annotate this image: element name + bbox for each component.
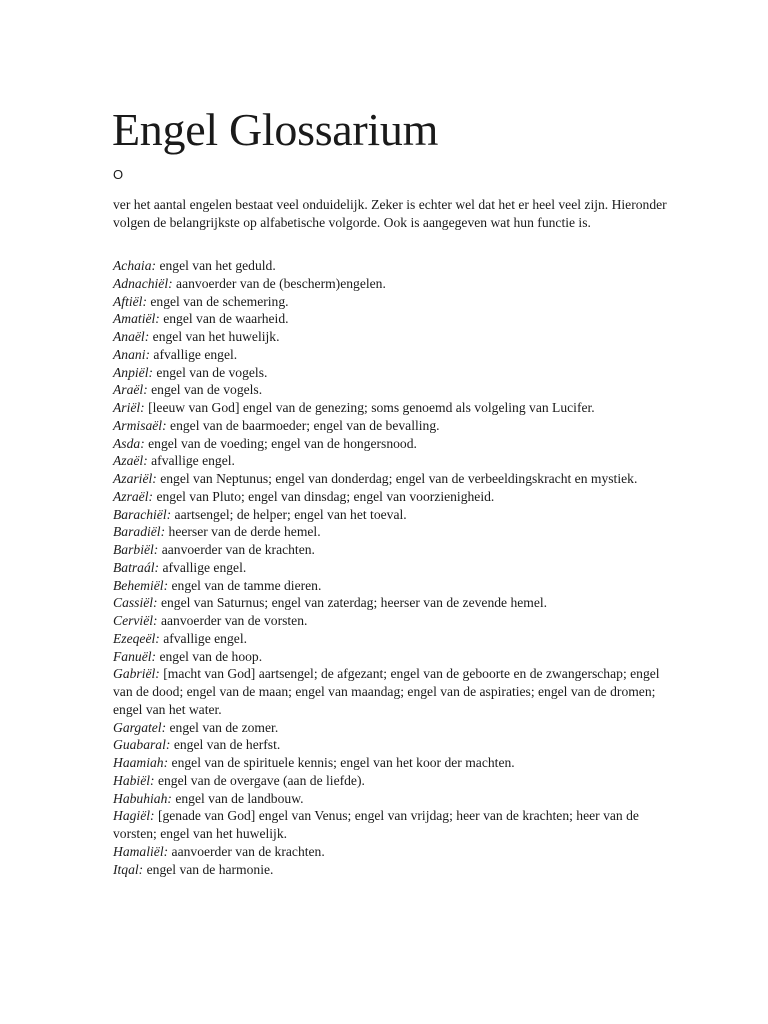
glossary-term: Behemiël: <box>113 577 169 593</box>
glossary-term: Azraël: <box>113 488 154 504</box>
glossary-entry <box>113 452 673 470</box>
glossary-definition: afvallige engel. <box>163 630 247 646</box>
glossary-term: Achaia: <box>113 258 157 273</box>
glossary-term: Anpiël: <box>113 364 154 380</box>
glossary-definition: engel van de harmonie. <box>146 861 274 877</box>
glossary-entry <box>113 541 673 559</box>
glossary-definition: afvallige engel. <box>151 453 235 469</box>
glossary-entry <box>113 310 673 328</box>
glossary-definition: aanvoerder van de (bescherm)engelen. <box>176 275 386 291</box>
glossary-term: Barachiël: <box>113 506 172 522</box>
glossary-definition: [genade van God] engel van Venus; engel van vrijdag; heer van de krachten; heer van de vorsten; engel van het huwelijk. <box>113 808 639 841</box>
glossary-term: Armisaël: <box>113 417 167 433</box>
glossary-term: Hagiël: <box>113 808 155 824</box>
glossary-term: Haamiah: <box>113 755 169 770</box>
glossary-entry <box>113 772 673 790</box>
glossary-entry <box>113 506 673 524</box>
glossary-definition: engel van de voeding; engel van de hongersnood. <box>148 435 417 451</box>
drop-cap-letter: O <box>113 167 124 182</box>
glossary-term: Itqal: <box>113 861 144 877</box>
glossary-entry <box>113 754 673 772</box>
glossary-entry <box>113 435 673 453</box>
glossary-entry <box>113 736 673 754</box>
glossary-entry <box>113 577 673 595</box>
glossary-definition: engel van de spirituele kennis; engel van het koor der machten. <box>171 755 515 770</box>
glossary-definition: afvallige engel. <box>162 559 247 575</box>
glossary-definition: engel van het huwelijk. <box>152 329 280 344</box>
glossary-entry <box>113 488 673 506</box>
glossary-definition: engel van de landbouw. <box>175 790 304 806</box>
glossary-term: Cassiël: <box>113 595 158 611</box>
glossary-definition: aanvoerder van de krachten. <box>161 542 315 557</box>
glossary-term: Barbiël: <box>113 542 159 557</box>
glossary-definition: engel van Neptunus; engel van donderdag; engel van de verbeeldingskracht en mystiek. <box>160 471 638 486</box>
glossary-term: Azaël: <box>113 453 148 469</box>
glossary-term: Aftiël: <box>113 293 147 309</box>
glossary-term: Ezeqeël: <box>113 630 160 646</box>
glossary-definition: engel van de hoop. <box>159 648 263 664</box>
glossary-definition: engel van Saturnus; engel van zaterdag; heerser van de zevende hemel. <box>160 595 548 611</box>
glossary-definition: engel van Pluto; engel van dinsdag; engel van voorzienigheid. <box>156 488 495 504</box>
glossary-definition: [leeuw van God] engel van de genezing; soms genoemd als volgeling van Lucifer. <box>148 400 595 415</box>
glossary-definition: engel van de zomer. <box>169 719 279 735</box>
glossary-definition: afvallige engel. <box>153 346 238 362</box>
glossary-entry <box>113 381 673 399</box>
glossary-entry <box>113 399 673 417</box>
glossary-entry <box>113 648 673 666</box>
glossary-term: Amatiël: <box>113 311 160 327</box>
glossary-entry <box>113 470 673 488</box>
glossary-term: Habuhiah: <box>113 790 172 806</box>
glossary-entry <box>113 257 673 275</box>
glossary-term: Gabriël: <box>113 666 160 682</box>
glossary-term: Hamaliël: <box>113 843 169 859</box>
glossary-definition: engel van het geduld. <box>159 258 276 273</box>
glossary-term: Guabaral: <box>113 737 171 753</box>
glossary-entry <box>113 523 673 541</box>
glossary-entry <box>113 719 673 737</box>
glossary-definition: engel van de waarheid. <box>163 311 289 327</box>
glossary-term: Habiël: <box>113 772 155 788</box>
page-title: Engel Glossarium <box>112 104 439 155</box>
glossary-term: Gargatel: <box>113 719 167 735</box>
glossary-term: Fanuël: <box>113 648 157 664</box>
glossary-term: Cerviël: <box>113 613 158 628</box>
glossary-entry <box>113 275 673 293</box>
glossary-term: Asda: <box>113 435 145 451</box>
glossary-entry <box>113 612 673 630</box>
glossary-entry <box>113 559 673 577</box>
glossary-entry <box>113 346 673 364</box>
glossary-definition: aartsengel; de helper; engel van het toeval. <box>174 506 407 522</box>
glossary-term: Azariël: <box>113 471 157 486</box>
glossary-term: Batraál: <box>113 559 160 575</box>
glossary-entry <box>113 594 673 612</box>
glossary-entry <box>113 843 673 861</box>
glossary-definition: engel van de overgave (aan de liefde). <box>157 772 365 788</box>
glossary-term: Baradiël: <box>113 524 166 540</box>
glossary-definition: engel van de schemering. <box>150 293 289 309</box>
intro-paragraph: ver het aantal engelen bestaat veel onduidelijk. Zeker is echter wel dat het er heel veel zijn. Hieronder volgen de belangrijkste op alfabetische volgorde. Ook is aangegeven wat hun functie is. <box>113 197 667 230</box>
glossary-term: Ariël: <box>113 400 145 415</box>
glossary-definition: engel van de vogels. <box>156 364 268 380</box>
glossary-definition: engel van de tamme dieren. <box>171 577 322 593</box>
glossary-entry <box>113 293 673 311</box>
glossary-definition: engel van de vogels. <box>151 382 263 398</box>
glossary-entry <box>113 807 673 843</box>
glossary-entry <box>113 364 673 382</box>
glossary-term: Anani: <box>113 346 150 362</box>
glossary-list <box>113 257 673 878</box>
glossary-definition: [macht van God] aartsengel; de afgezant; engel van de geboorte en de zwangerschap; engel van de dood; engel van de maan; engel van maandag; engel van de aspiraties; engel van de dromen; engel van het water. <box>113 666 660 717</box>
glossary-term: Araël: <box>113 382 148 398</box>
glossary-term: Adnachiël: <box>113 275 173 291</box>
glossary-entry <box>113 630 673 648</box>
glossary-entry <box>113 861 673 879</box>
glossary-definition: heerser van de derde hemel. <box>168 524 321 540</box>
glossary-definition: aanvoerder van de vorsten. <box>160 613 308 628</box>
glossary-entry <box>113 665 673 718</box>
glossary-entry <box>113 790 673 808</box>
glossary-definition: engel van de herfst. <box>173 737 281 753</box>
glossary-entry <box>113 417 673 435</box>
glossary-entry <box>113 328 673 346</box>
glossary-definition: aanvoerder van de krachten. <box>171 843 325 859</box>
glossary-term: Anaël: <box>113 329 150 344</box>
glossary-definition: engel van de baarmoeder; engel van de bevalling. <box>170 417 440 433</box>
